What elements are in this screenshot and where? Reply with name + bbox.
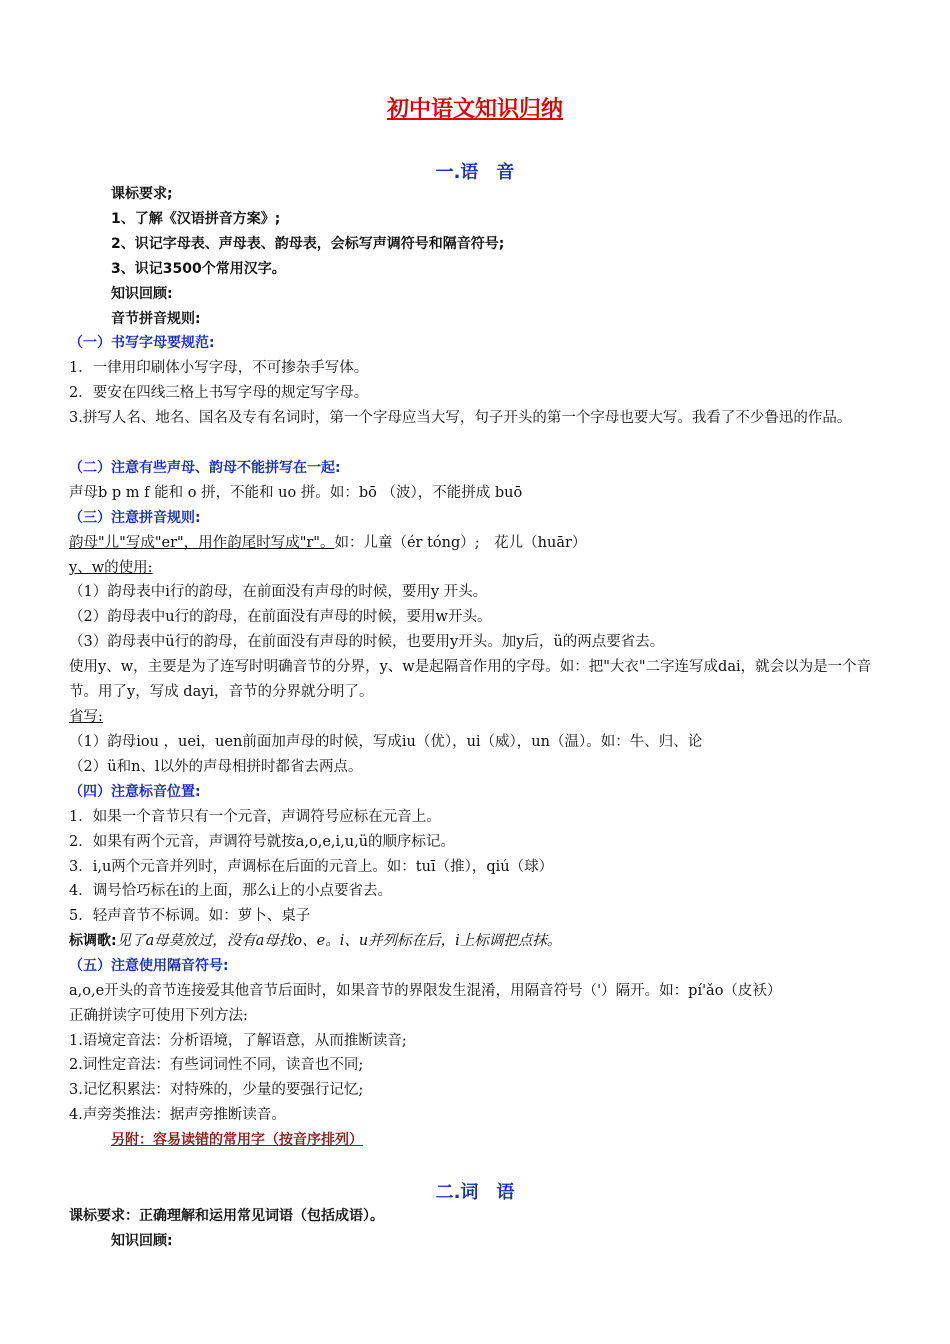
subheading-1: （一）书写字母要规范: xyxy=(69,335,215,351)
requirement-2: 2、识记字母表、声母表、韵母表，会标写声调符号和隔音符号; xyxy=(111,236,505,252)
requirement-3: 3、识记3500个常用汉字。 xyxy=(111,261,286,277)
document-title: 初中语文知识归纳 xyxy=(386,97,563,122)
method-1: 1.语境定音法：分析语境，了解语意，从而推断读音; xyxy=(69,1033,407,1049)
paragraph: （1）韵母表中i行的韵母，在前面没有声母的时候，要用y 开头。 xyxy=(69,584,488,600)
paragraph: 3．i,u两个元音并列时，声调标在后面的元音上。如：tuī（推），qiú（球） xyxy=(69,859,554,875)
knowledge-review-label: 知识回顾: xyxy=(111,286,173,302)
vocabulary-requirements: 课标要求：正确理解和运用常见词语（包括成语）。 xyxy=(69,1208,384,1224)
method-2: 2.词性定音法：有些词词性不同，读音也不同; xyxy=(69,1057,364,1073)
requirement-1: 1、了解《汉语拼音方案》; xyxy=(111,211,281,227)
tone-song-text: 见了a母莫放过，没有a母找o、e。i、u并列标在后，i上标调把点抹。 xyxy=(116,933,562,949)
knowledge-review-label: 知识回顾: xyxy=(111,1233,173,1249)
paragraph: 2．要安在四线三格上书写字母的规定写字母。 xyxy=(69,385,369,401)
paragraph: 声母b p m f 能和 o 拼，不能和 uo 拼。如：bō （波），不能拼成 buō xyxy=(69,485,523,501)
paragraph: a,o,e开头的音节连接爱其他音节后面时，如果音节的界限发生混淆，用隔音符号（'）隔开。如：pí'ǎo（皮袄） xyxy=(69,983,782,999)
paragraph: 正确拼读字可使用下列方法: xyxy=(69,1008,248,1024)
tone-song xyxy=(69,929,890,954)
paragraph: （2）ü和n、l以外的声母相拼时都省去两点。 xyxy=(69,759,363,775)
paragraph: 2．如果有两个元音，声调符号就按a,o,e,i,u,ü的顺序标记。 xyxy=(69,834,456,850)
underlined-text: 韵母"儿"写成"er"，用作韵尾时写成"r"。 xyxy=(69,535,335,551)
paragraph-text: 如：儿童（ér tóng）; 花儿（huār） xyxy=(334,535,587,551)
subheading-5: （五）注意使用隔音符号: xyxy=(69,958,229,974)
subheading-2: （二）注意有些声母、韵母不能拼写在一起: xyxy=(69,460,341,476)
paragraph: （2）韵母表中u行的韵母，在前面没有声母的时候，要用w开头。 xyxy=(69,609,492,625)
paragraph: 4．调号恰巧标在i的上面，那么i上的小点要省去。 xyxy=(69,883,392,899)
tone-song-label: 标调歌: xyxy=(69,933,117,949)
requirements-label: 课标要求; xyxy=(111,186,173,202)
section-heading-vocabulary: 二.词 语 xyxy=(435,1182,515,1203)
yw-usage-label: y、w的使用: xyxy=(69,560,153,576)
subheading-4: （四）注意标音位置: xyxy=(69,784,201,800)
method-4: 4.声旁类推法：据声旁推断读音。 xyxy=(69,1107,286,1123)
paragraph: 1．如果一个音节只有一个元音，声调符号应标在元音上。 xyxy=(69,809,441,825)
abbreviation-label: 省写: xyxy=(69,709,103,725)
syllable-rules-label: 音节拼音规则: xyxy=(111,311,201,327)
appendix-link[interactable]: 另附：容易读错的常用字（按音序排列） xyxy=(111,1132,363,1148)
section-heading-phonetics: 一.语 音 xyxy=(435,162,515,183)
paragraph: （1）韵母iou ，uei，uen前面加声母的时候，写成iu（优），ui（威），un（温）。如：牛、归、论 xyxy=(69,734,703,750)
method-3: 3.记忆积累法：对特殊的，少量的要强行记忆; xyxy=(69,1082,364,1098)
subheading-3: （三）注意拼音规则: xyxy=(69,510,201,526)
paragraph: （3）韵母表中ü行的韵母，在前面没有声母的时候，也要用y开头。加y后，ü的两点要省去。 xyxy=(69,634,665,650)
paragraph: 使用y、w，主要是为了连写时明确音节的分界，y、w是起隔音作用的字母。如：把"大衣"二字连写成dai，就会以为是一个音节。用了y，写成 dayi，音节的分界就分明了。 xyxy=(69,659,872,700)
paragraph xyxy=(69,531,890,556)
paragraph: 1．一律用印刷体小写字母，不可掺杂手写体。 xyxy=(69,360,369,376)
paragraph: 5．轻声音节不标调。如：萝卜、桌子 xyxy=(69,908,311,924)
paragraph: 3.拼写人名、地名、国名及专有名词时，第一个字母应当大写，句子开头的第一个字母也要大写。我看了不少鲁迅的作品。 xyxy=(69,410,852,426)
